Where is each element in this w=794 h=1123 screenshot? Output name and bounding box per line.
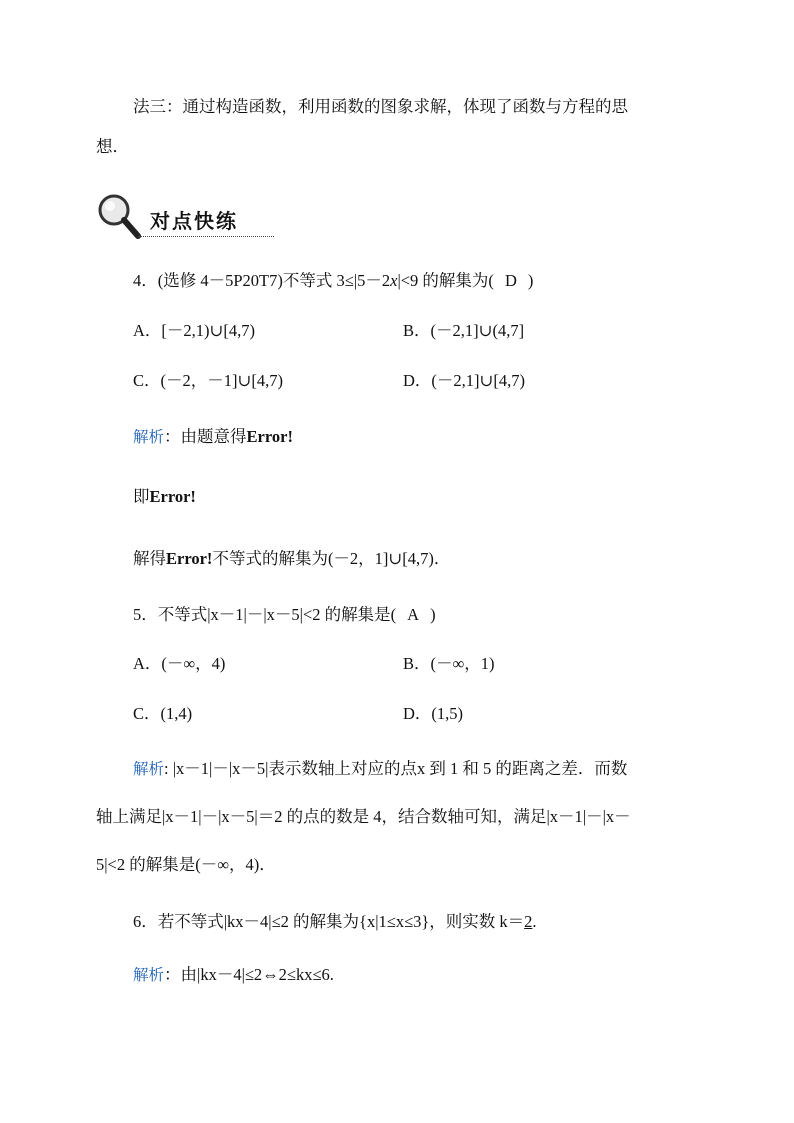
q4-analysis-text-2: 即 — [133, 487, 150, 506]
q5-option-b: B．(－∞，1) — [403, 654, 495, 673]
q4-analysis-line-2 — [133, 486, 196, 508]
q4-error-2: Error! — [149, 487, 196, 506]
q6-stem-prefix: 6．若不等式|kx－4|≤2 的解集为{x|1≤x≤3}，则实数 k＝ — [133, 912, 525, 931]
q6-analysis-text-1: ：由|kx－4|≤2⇔2≤kx≤6. — [164, 965, 334, 984]
q4-analysis-label: 解析 — [133, 428, 165, 446]
q6-analysis-label: 解析 — [133, 966, 165, 984]
q4-stem-prefix: 4．(选修 4－5P20T7)不等式 3≤|5－2 — [133, 271, 391, 290]
q5-analysis-line-2: 轴上满足|x－1|－|x－5|＝2 的点的数是 4，结合数轴可知，满足|x－1|－|x－ — [96, 807, 631, 826]
q4-analysis-line-1 — [133, 426, 293, 448]
q5-analysis-text-1: : |x－1|－|x－5|表示数轴上对应的点x 到 1 和 5 的距离之差．而数 — [164, 759, 628, 778]
q4-analysis-line-3 — [133, 548, 450, 570]
q6-stem-end: . — [532, 912, 537, 931]
q4-answer: D — [504, 271, 517, 290]
q5-stem-prefix: 5．不等式|x－1|－|x－5|<2 的解集是( — [133, 605, 397, 624]
q5-option-d: D．(1,5) — [403, 704, 464, 723]
q4-error-1: Error! — [246, 427, 293, 446]
section-title: 对点快练 — [150, 209, 238, 233]
q5-stem — [133, 604, 436, 626]
q5-analysis-line-3: 5|<2 的解集是(－∞，4)． — [96, 855, 276, 874]
section-divider — [138, 236, 274, 237]
magnifier-icon — [94, 190, 154, 242]
q5-analysis-label: 解析 — [133, 760, 165, 778]
q6-answer: 2 — [524, 912, 533, 931]
q4-option-a: A．[－2,1)∪[4,7) — [133, 321, 255, 340]
q4-analysis-text-1: ：由题意得 — [164, 427, 247, 446]
q4-stem-var: x — [390, 271, 398, 290]
q5-option-c: C．(1,4) — [133, 704, 193, 723]
q5-analysis-line-1 — [133, 758, 627, 780]
intro-line-1: 法三：通过构造函数，利用函数的图象求解，体现了函数与方程的思 — [133, 97, 628, 116]
q4-close: ) — [527, 271, 534, 290]
intro-line-2: 想． — [96, 137, 129, 156]
q5-close: ) — [430, 605, 436, 624]
q5-option-a: A．(－∞，4) — [133, 654, 226, 673]
q4-option-b: B．(－2,1]∪(4,7] — [403, 321, 525, 340]
q4-stem — [133, 270, 533, 292]
q6-analysis-line-1 — [133, 964, 334, 986]
q4-analysis-text-3a: 解得 — [133, 549, 166, 568]
q4-option-c: C．(－2，－1]∪[4,7) — [133, 371, 283, 390]
q6-stem — [133, 911, 537, 933]
q5-answer: A — [407, 605, 420, 624]
q4-analysis-text-3b: 不等式的解集为(－2，1]∪[4,7)． — [212, 549, 451, 568]
q4-error-3: Error! — [166, 549, 213, 568]
q4-option-d: D．(－2,1]∪[4,7) — [403, 371, 525, 390]
q4-stem-suffix: |<9 的解集为( — [397, 271, 494, 290]
